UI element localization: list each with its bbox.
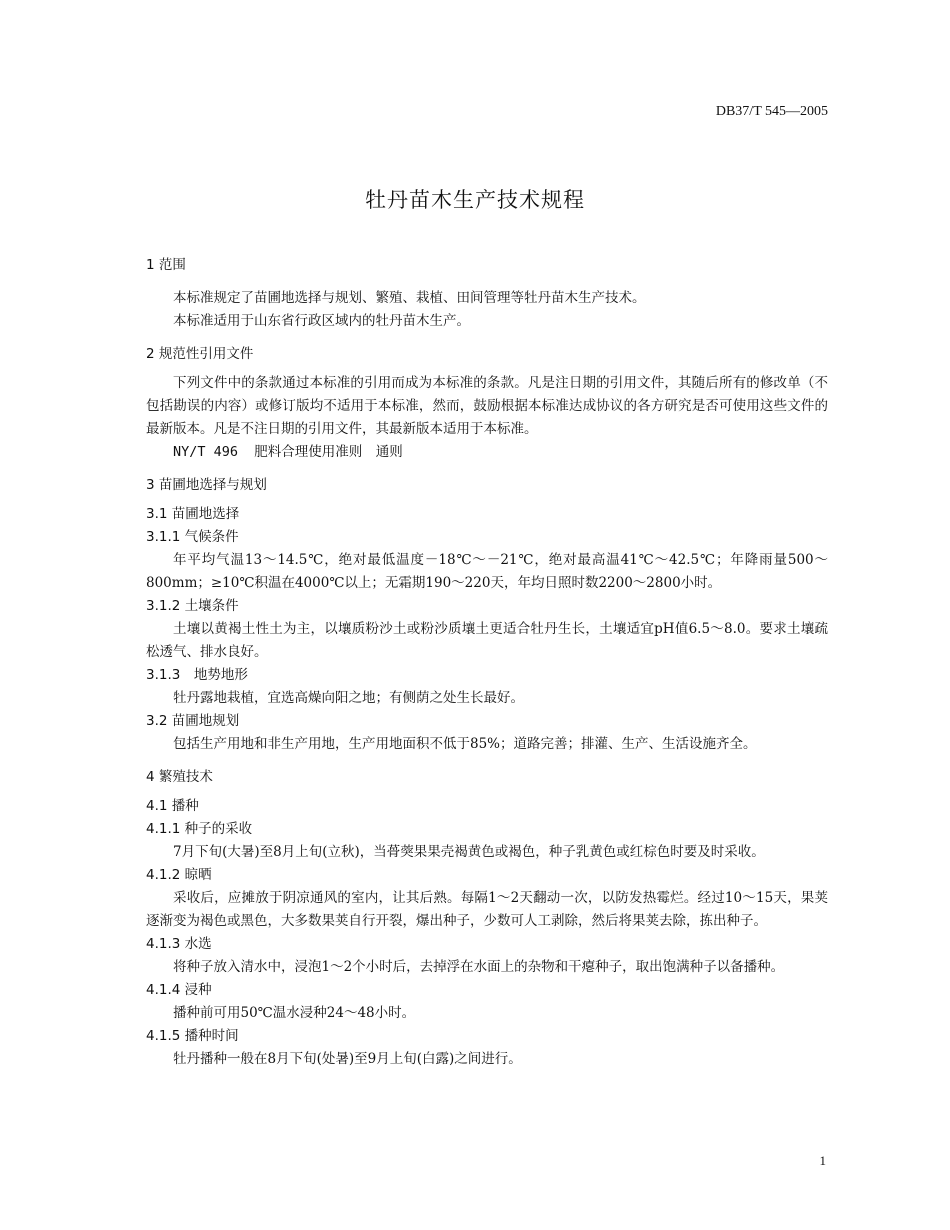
section-3-1-2-paragraph: 土壤以黄褐土性土为主，以壤质粉沙土或粉沙质壤土更适合牡丹生长，土壤适宜pH值6.5～8.0。要求土壤疏松透气、排水良好。: [146, 621, 828, 660]
section-4-heading: 4 繁殖技术: [146, 769, 213, 785]
section-4-1-1-paragraph: 7月下旬(大暑)至8月上旬(立秋)，当蓇葖果果壳褐黄色或褐色，种子乳黄色或红棕色时要及时采收。: [173, 844, 765, 860]
section-4-1-1-heading: 4.1.1 种子的采收: [146, 821, 253, 837]
section-3-1-heading: 3.1 苗圃地选择: [146, 506, 240, 522]
section-1-paragraph-2: 本标准适用于山东省行政区域内的牡丹苗木生产。: [173, 313, 470, 329]
section-3-1-1-heading: 3.1.1 气候条件: [146, 529, 239, 545]
section-4-1-3-paragraph: 将种子放入清水中，浸泡1～2个小时后，去掉浮在水面上的杂物和干瘪种子，取出饱满种子以备播种。: [173, 959, 785, 975]
section-4-1-3-heading: 4.1.3 水选: [146, 936, 212, 952]
section-4-1-4-heading: 4.1.4 浸种: [146, 982, 212, 998]
page-number: 1: [819, 1153, 826, 1168]
document-title: 牡丹苗木生产技术规程: [365, 188, 585, 212]
section-3-2-heading: 3.2 苗圃地规划: [146, 713, 240, 729]
section-4-1-2-heading: 4.1.2 晾晒: [146, 867, 212, 883]
section-4-1-heading: 4.1 播种: [146, 798, 199, 814]
section-3-2-paragraph: 包括生产用地和非生产用地，生产用地面积不低于85%；道路完善；排灌、生产、生活设施齐全。: [173, 736, 757, 752]
section-4-1-2-paragraph: 采收后，应摊放于阴凉通风的室内，让其后熟。每隔1～2天翻动一次，以防发热霉烂。经过10～15天，果荚逐渐变为褐色或黑色，大多数果荚自行开裂，爆出种子，少数可人工剥除，然后将果荚去除，拣出种子。: [146, 890, 828, 929]
section-1-paragraph-1: 本标准规定了苗圃地选择与规划、繁殖、栽植、田间管理等牡丹苗木生产技术。: [173, 290, 646, 306]
section-4-1-5-heading: 4.1.5 播种时间: [146, 1028, 239, 1044]
section-3-1-3-paragraph: 牡丹露地栽植，宜选高燥向阳之地；有侧荫之处生长最好。: [173, 690, 524, 706]
section-1-heading: 1 范围: [146, 257, 186, 273]
normative-reference: [146, 441, 828, 464]
section-3-1-3-heading: 3.1.3 地势地形: [146, 667, 248, 683]
section-3-1-1-paragraph: 年平均气温13～14.5℃，绝对最低温度－18℃～－21℃，绝对最高温41℃～42.5℃；年降雨量500～800mm；≥10℃积温在4000℃以上；无霜期190～220天，年均日照时数2200～2800小时。: [146, 552, 828, 591]
reference-code: NY/T 496: [173, 444, 239, 460]
section-3-heading: 3 苗圃地选择与规划: [146, 477, 267, 493]
standard-code: DB37/T 545—2005: [715, 104, 828, 119]
document-body: [146, 254, 828, 1071]
section-2-heading: 2 规范性引用文件: [146, 346, 254, 362]
section-4-1-5-paragraph: 牡丹播种一般在8月下旬(处暑)至9月上旬(白露)之间进行。: [173, 1051, 522, 1067]
section-2-paragraph-1: 下列文件中的条款通过本标准的引用而成为本标准的条款。凡是注日期的引用文件，其随后所有的修改单（不包括勘误的内容）或修订版均不适用于本标准，然而，鼓励根据本标准达成协议的各方研究是否可使用这些文件的最新版本。凡是不注日期的引用文件，其最新版本适用于本标准。: [146, 375, 828, 437]
section-4-1-4-paragraph: 播种前可用50℃温水浸种24～48小时。: [173, 1005, 416, 1021]
reference-title: 肥料合理使用准则 通则: [254, 444, 403, 460]
section-3-1-2-heading: 3.1.2 土壤条件: [146, 598, 239, 614]
